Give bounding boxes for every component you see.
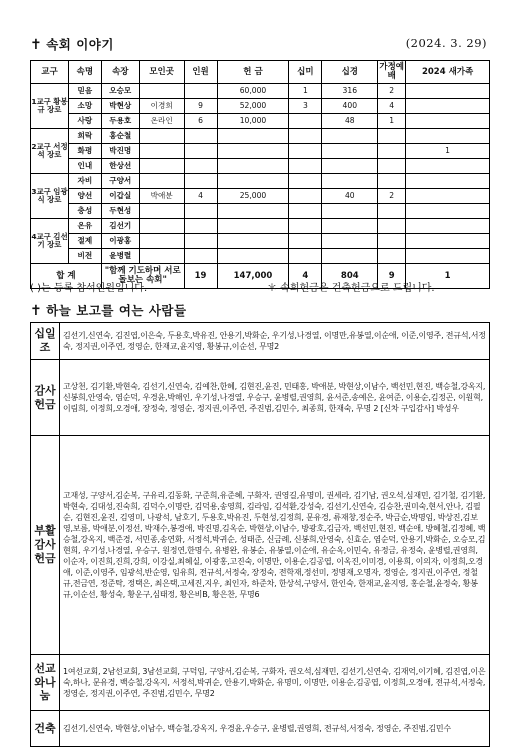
table-cell: 절제: [68, 234, 101, 249]
table-cell: 1: [378, 114, 406, 129]
offering-category: 십일조: [31, 323, 60, 360]
section-header-offerings: [30, 301, 187, 319]
table-cell: [406, 99, 490, 114]
table-cell: 이광홍: [101, 234, 139, 249]
table-cell: 박진명: [101, 144, 139, 159]
table-cell: [289, 219, 322, 234]
table-row: [31, 219, 490, 234]
table-cell: 48: [322, 114, 378, 129]
table-cell: 구양서: [101, 174, 139, 189]
column-header: 가정예배: [378, 61, 406, 84]
table-cell: [184, 144, 217, 159]
total-note: "함께 기도하며 서로 돌보는 속회": [101, 264, 184, 289]
table-cell: 충성: [68, 204, 101, 219]
table-cell: 400: [322, 99, 378, 114]
table-cell: [139, 159, 184, 174]
table-cell: [289, 129, 322, 144]
table-cell: [322, 234, 378, 249]
table-cell: [322, 129, 378, 144]
total-cell: 9: [378, 264, 406, 289]
table-cell: [289, 234, 322, 249]
district-label: 4교구 김선기 장로: [31, 219, 69, 264]
table-row: [31, 204, 490, 219]
table-cell: 4: [184, 189, 217, 204]
footnote-attendance: ( )는 등록 참석인원입니다.: [30, 283, 148, 294]
table-cell: 2: [378, 189, 406, 204]
table-row: [31, 234, 490, 249]
section-header-cell-stories: [30, 35, 114, 53]
offering-names: 고상천, 김기환,박현숙, 김선기,신연숙, 김예찬,한혜, 김현진,윤진, 민태홍, 박애분, 박현상,이남수, 백선민,현진, 백승철,강옥지, 신봉희,안영숙, 염순덕, 우경윤,박해인, 우기성,나경열, 우승구, 윤병렬,권영희, 윤서준,송예은, 윤여준, 이용순,김정곤, 이원혁,이림희, 이정희,오경애, 장정숙, 정영순, 정지권,이주연, 주진범,김민수, 최종희, 한재숙, 무명 2 [신차 구입감사] 박성우: [60, 360, 490, 436]
column-header: 인원: [184, 61, 217, 84]
table-cell: 사랑: [68, 114, 101, 129]
offering-category: 감사헌금: [31, 360, 60, 436]
table-row: [31, 114, 490, 129]
table-cell: [406, 114, 490, 129]
table-cell: 인내: [68, 159, 101, 174]
table-cell: 희락: [68, 129, 101, 144]
table-row: [31, 129, 490, 144]
table-cell: [322, 219, 378, 234]
table-cell: [289, 189, 322, 204]
cross-icon: ✝: [30, 303, 43, 319]
table-cell: [139, 219, 184, 234]
total-cell: 19: [184, 264, 217, 289]
table-cell: [139, 84, 184, 99]
table-cell: 60,000: [217, 84, 289, 99]
table-cell: 김선기: [101, 219, 139, 234]
table-cell: [322, 159, 378, 174]
table-cell: [378, 249, 406, 264]
offering-category: 선교와나눔: [31, 655, 60, 711]
table-cell: [378, 144, 406, 159]
offering-row: [31, 323, 490, 360]
table-cell: 4: [378, 99, 406, 114]
district-label: 3교구 임광식 장로: [31, 174, 69, 219]
table-cell: [289, 114, 322, 129]
table-cell: 두현성: [101, 204, 139, 219]
table-cell: [378, 129, 406, 144]
table-cell: [378, 204, 406, 219]
table-row: [31, 99, 490, 114]
offering-row: [31, 436, 490, 655]
table-cell: 2: [378, 84, 406, 99]
table-cell: 믿음: [68, 84, 101, 99]
offering-names: 1여선교회, 2남선교회, 3남선교회, 구덕임, 구양서,김순복, 구화자, 권오석,심재민, 김선기,신연숙, 김재억,이기혜, 김진엽,이은숙,하나, 문유경, 백승철,강옥지, 서정석,박귀순, 안용기,박화순, 유명미, 이명만, 이용순,김공엽, 이정희,오경애, 전규석,서정숙, 정영순, 정지권,이주연, 주진범,김민수, 무명2: [60, 655, 490, 711]
table-cell: 홍순철: [101, 129, 139, 144]
table-row: [31, 159, 490, 174]
footnote-offering: ＊ 속회헌금은 건축헌금으로 드립니다.: [267, 283, 435, 294]
table-row: [31, 189, 490, 204]
table-cell: [289, 159, 322, 174]
column-header: 속명: [68, 61, 101, 84]
offering-category: 건축: [31, 711, 60, 747]
table-cell: 자비: [68, 174, 101, 189]
table-cell: [139, 174, 184, 189]
column-header: 모인곳: [139, 61, 184, 84]
table-cell: [406, 234, 490, 249]
column-header: 2024 새가족: [406, 61, 490, 84]
table-cell: 이경희: [139, 99, 184, 114]
table-cell: [217, 219, 289, 234]
table-cell: 박현상: [101, 99, 139, 114]
table-cell: 1: [289, 84, 322, 99]
table-cell: [406, 174, 490, 189]
table-cell: 박애분: [139, 189, 184, 204]
table-cell: 40: [322, 189, 378, 204]
table-cell: 52,000: [217, 99, 289, 114]
table-cell: [289, 249, 322, 264]
table-cell: [406, 84, 490, 99]
section-title: 하늘 보고를 여는 사람들: [46, 303, 187, 318]
table-cell: [184, 234, 217, 249]
total-cell: 1: [406, 264, 490, 289]
table-row: [31, 174, 490, 189]
table-cell: 비전: [68, 249, 101, 264]
district-label: 1교구 황봉규 장로: [31, 84, 69, 129]
table-cell: [217, 159, 289, 174]
table-cell: [406, 219, 490, 234]
table-cell: [322, 249, 378, 264]
table-cell: 6: [184, 114, 217, 129]
table-row: [31, 144, 490, 159]
total-label: 합 계: [31, 264, 102, 289]
table-cell: [378, 219, 406, 234]
offering-table: [30, 322, 490, 747]
table-cell: 한상선: [101, 159, 139, 174]
table-cell: [184, 174, 217, 189]
total-cell: 147,000: [217, 264, 289, 289]
table-cell: [217, 129, 289, 144]
table-cell: [378, 159, 406, 174]
cross-icon: ✝: [30, 37, 43, 53]
table-cell: 온라인: [139, 114, 184, 129]
total-cell: 804: [322, 264, 378, 289]
offering-category: 부활감사헌금: [31, 436, 60, 655]
offering-names: 김선기,신연숙, 박현상,이남수, 백승철,강옥지, 우경윤,우승구, 윤병렬,권영희, 전규석,서정숙, 정영순, 주진범,김민수: [60, 711, 490, 747]
table-cell: [139, 129, 184, 144]
table-row: [31, 84, 490, 99]
column-header: 십경: [322, 61, 378, 84]
table-cell: 3: [289, 99, 322, 114]
offering-names: 고재성, 구양서,김순복, 구유리,김동화, 구준희,유준혜, 구화자, 권영길,유명미, 권세라, 김기남, 권오석,심재민, 김기철, 김기환,박현숙, 김대성,진숙희, 김덕수,이명란, 김덕용,송영희, 김라임, 김석환,강성숙, 김선기,신연숙, 김승찬,권미숙,현서,안나, 김필순, 김현진,윤진, 김영미, 나광석, 남호기, 두용호,박유진, 두현성,김정희, 문유경, 류재창,정순주, 박금순,박명임, 박상진,김보영,보름, 박애분,이정선, 박재수,봉경애, 박진명,김옥순, 박현상,이남수, 방광호,김금자, 백선민,현진, 백순애, 방혜철,김정혜, 백승철,강옥지, 백준경, 서민종,송연화, 서정석,박귀순, 성태준, 신금례, 신봉희,안영숙, 신효순, 염순덕, 안용기,박화순, 오승모,김현희, 우기성,나경열, 우승구, 원정연,한명수, 유병완, 유봉순, 유봉열,이순애, 유순옥,이민숙, 유정금, 유정숙, 윤병렬,권영희, 이순자, 이진희,진희,강희, 이강실,최혜실, 이광홍,고진숙, 이명만, 이용순,김공엽, 이옥진,이미경, 이용희, 이의자, 이정희,오경애, 이준,이영주, 임광석,반순영, 임유희, 전규석,서정숙, 장정숙, 전학재,정선미, 정명재,오명자, 정영순, 정지권,이주연, 정철규,전금연, 정준탁, 정택은, 최은택,고세진,지우, 최인자, 하준차, 한상석,구양서, 한인숙, 한재교,윤지영, 홍순철,윤정숙, 황봉규,이순선, 황성숙, 황운구,심태정, 황은비B, 황은찬, 무명6: [60, 436, 490, 655]
table-cell: [406, 204, 490, 219]
table-cell: [289, 174, 322, 189]
report-date: (2024. 3. 29): [405, 36, 487, 50]
table-cell: 25,000: [217, 189, 289, 204]
table-cell: 10,000: [217, 114, 289, 129]
table-cell: [322, 174, 378, 189]
table-cell: [289, 204, 322, 219]
table-cell: [139, 144, 184, 159]
district-label: 2교구 서정석 장로: [31, 129, 69, 174]
table-cell: 9: [184, 99, 217, 114]
table-cell: [139, 204, 184, 219]
column-header: 교구: [31, 61, 69, 84]
table-cell: [322, 144, 378, 159]
table-cell: [184, 129, 217, 144]
table-cell: 소망: [68, 99, 101, 114]
column-header: 헌 금: [217, 61, 289, 84]
table-cell: 이갑실: [101, 189, 139, 204]
table-cell: [378, 174, 406, 189]
offering-row: [31, 711, 490, 747]
table-cell: [406, 159, 490, 174]
table-cell: [184, 84, 217, 99]
section-title: 속회 이야기: [46, 37, 114, 52]
table-cell: 316: [322, 84, 378, 99]
table-cell: 양선: [68, 189, 101, 204]
table-cell: [217, 204, 289, 219]
offering-names: 김선기,신연숙, 김진엽,이은숙, 두용호,박유진, 안용기,박화순, 우기성,나경열, 이명만,유봉열,이순애, 이준,이영주, 전규석,서정숙, 정지권,이주연, 정영순, 한재교,윤지영, 황봉규,이순선, 무명2: [60, 323, 490, 360]
table-cell: [139, 234, 184, 249]
table-cell: 온유: [68, 219, 101, 234]
table-row: [31, 249, 490, 264]
table-cell: 화평: [68, 144, 101, 159]
table-cell: [184, 219, 217, 234]
table-cell: 윤병렬: [101, 249, 139, 264]
table-cell: [184, 249, 217, 264]
table-cell: [184, 204, 217, 219]
offering-row: [31, 655, 490, 711]
table-cell: 1: [406, 144, 490, 159]
table-cell: [217, 144, 289, 159]
table-cell: [322, 204, 378, 219]
table-cell: [289, 144, 322, 159]
total-cell: 4: [289, 264, 322, 289]
table-cell: 두용호: [101, 114, 139, 129]
table-cell: [217, 249, 289, 264]
table-cell: [139, 249, 184, 264]
column-header: 속장: [101, 61, 139, 84]
column-header: 십미: [289, 61, 322, 84]
table-cell: [217, 234, 289, 249]
cell-report-table: [30, 60, 490, 289]
table-cell: [406, 129, 490, 144]
table-cell: [406, 189, 490, 204]
table-cell: [378, 234, 406, 249]
table-cell: [184, 159, 217, 174]
table-cell: [406, 249, 490, 264]
table-cell: [217, 174, 289, 189]
offering-row: [31, 360, 490, 436]
table-cell: 오승모: [101, 84, 139, 99]
